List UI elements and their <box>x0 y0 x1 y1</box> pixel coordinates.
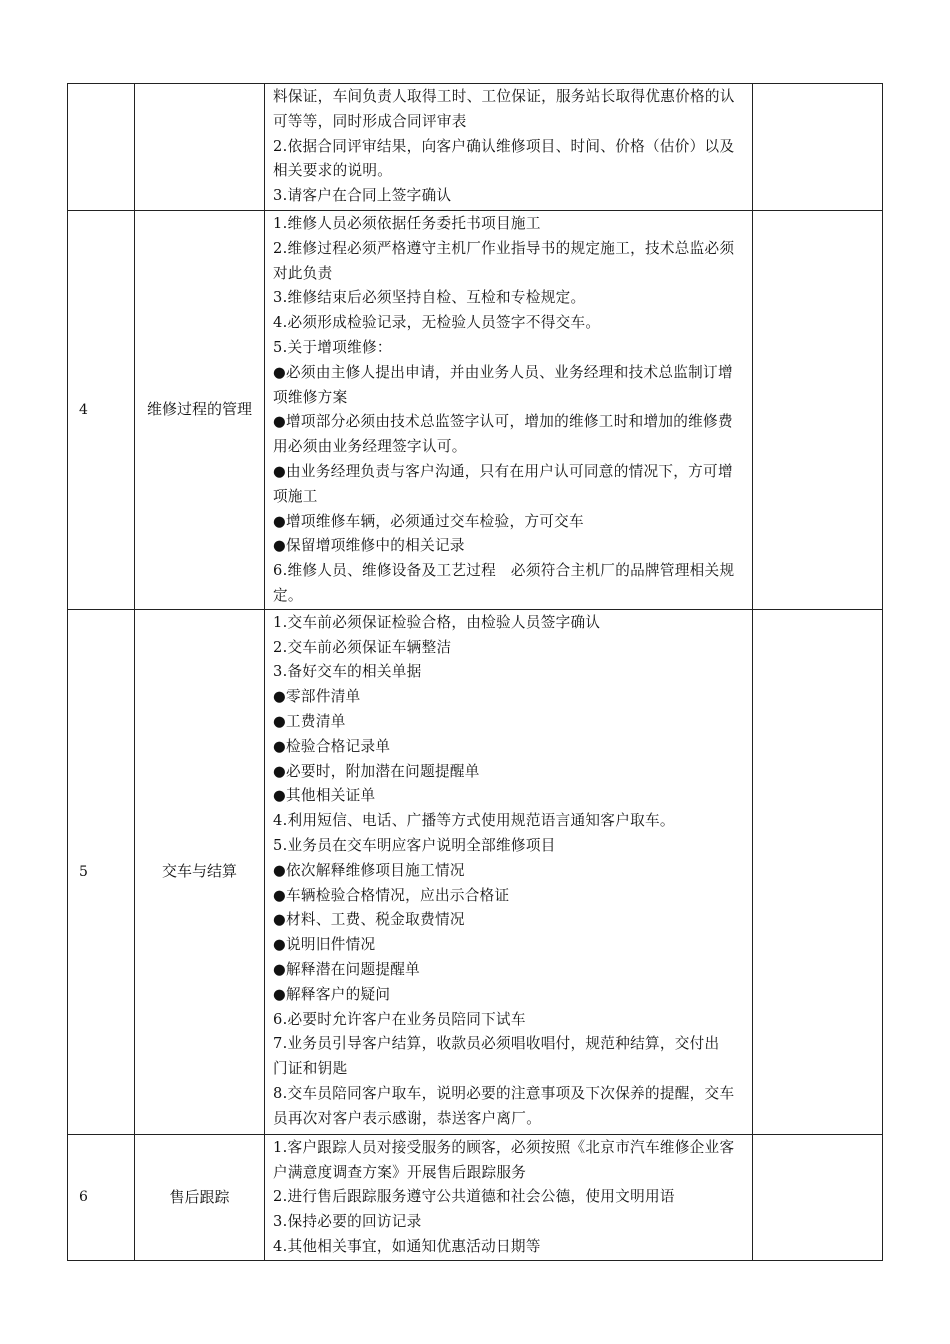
content-line: ●工费清单 <box>273 712 346 730</box>
row-title: 售后跟踪 <box>135 1134 265 1260</box>
row-title: 交车与结算 <box>135 609 265 1134</box>
content-line: 6.必要时允许客户在业务员陪同下试车 <box>273 1010 526 1028</box>
content-line: 3.保持必要的回访记录 <box>273 1213 422 1231</box>
content-line: ●零部件清单 <box>273 688 361 706</box>
content-line: ●保留增项维修中的相关记录 <box>273 537 465 555</box>
content-line: ●依次解释维修项目施工情况 <box>273 861 465 879</box>
content-line: 料保证，车间负责人取得工时、工位保证，服务站长取得优惠价格的认可等等，同时形成合同评审表 <box>273 88 735 130</box>
table-row <box>68 1134 883 1260</box>
row-number: 4 <box>68 211 135 610</box>
content-line: ●由业务经理负责与客户沟通，只有在用户认可同意的情况下，方可增项施工 <box>273 462 733 505</box>
content-line: 2.进行售后跟踪服务遵守公共道德和社会公德，使用文明用语 <box>273 1188 675 1206</box>
content-line: 4.其他相关事宜，如通知优惠活动日期等 <box>273 1237 541 1255</box>
content-line: ●说明旧件情况 <box>273 936 376 954</box>
content-line: ●必须由主修人提出申请，并由业务人员、业务经理和技术总监制订增项维修方案 <box>273 363 733 406</box>
content-line: ●增项部分必须由技术总监签字认可，增加的维修工时和增加的维修费用必须由业务经理签字认可。 <box>273 413 733 456</box>
content-line: ●检验合格记录单 <box>273 737 391 755</box>
row-remark <box>753 609 883 1134</box>
content-line: 2.维修过程必须严格遵守主机厂作业指导书的规定施工，技术总监必须对此负责 <box>273 239 735 282</box>
row-remark <box>753 211 883 610</box>
content-line: 5.业务员在交车明应客户说明全部维修项目 <box>273 836 556 854</box>
row-remark <box>753 84 883 211</box>
content-line: ●材料、工费、税金取费情况 <box>273 911 465 929</box>
row-number: 6 <box>68 1134 135 1260</box>
row-remark <box>753 1134 883 1260</box>
content-line: 7.业务员引导客户结算，收款员必须唱收唱付，规范种结算，交付出 门证和钥匙 <box>273 1035 735 1078</box>
content-line: 1.客户跟踪人员对接受服务的顾客，必须按照《北京市汽车维修企业客户满意度调查方案》开展售后跟踪服务 <box>273 1138 735 1181</box>
content-line: 3.请客户在合同上签字确认 <box>273 187 452 205</box>
content-line: 6.维修人员、维修设备及工艺过程 必须符合主机厂的品牌管理相关规定。 <box>273 562 735 604</box>
content-line: 8.交车员陪同客户取车，说明必要的注意事项及下次保养的提醒，交车员再次对客户表示感谢，恭送客户离厂。 <box>273 1084 735 1127</box>
row-content <box>265 84 753 211</box>
content-line: ●解释客户的疑问 <box>273 985 391 1003</box>
table-row <box>68 84 883 211</box>
table-row <box>68 609 883 1134</box>
content-line: 2.依据合同评审结果，向客户确认维修项目、时间、价格（估价）以及相关要求的说明。 <box>273 137 735 180</box>
row-content <box>265 609 753 1134</box>
row-title <box>135 84 265 211</box>
content-line: 2.交车前必须保证车辆整洁 <box>273 638 452 656</box>
content-line: 3.维修结束后必须坚持自检、互检和专检规定。 <box>273 289 586 307</box>
content-line: ●增项维修车辆，必须通过交车检验，方可交车 <box>273 512 584 530</box>
content-line: 4.必须形成检验记录，无检验人员签字不得交车。 <box>273 314 601 332</box>
content-line: 3.备好交车的相关单据 <box>273 663 422 681</box>
procedure-table <box>67 83 883 1261</box>
content-line: ●车辆检验合格情况，应出示合格证 <box>273 886 510 904</box>
content-line: 4.利用短信、电话、广播等方式使用规范语言通知客户取车。 <box>273 812 675 830</box>
row-number <box>68 84 135 211</box>
content-line: 1.交车前必须保证检验合格，由检验人员签字确认 <box>273 613 601 631</box>
row-number: 5 <box>68 609 135 1134</box>
content-line: 1.维修人员必须依据任务委托书项目施工 <box>273 215 541 232</box>
content-line: ●必要时，附加潜在问题提醒单 <box>273 762 480 780</box>
row-title: 维修过程的管理 <box>135 211 265 610</box>
content-line: ●解释潜在问题提醒单 <box>273 960 421 978</box>
row-content <box>265 211 753 610</box>
content-line: 5.关于增项维修： <box>273 338 392 356</box>
content-line: ●其他相关证单 <box>273 787 376 805</box>
table-row <box>68 211 883 610</box>
row-content <box>265 1134 753 1260</box>
